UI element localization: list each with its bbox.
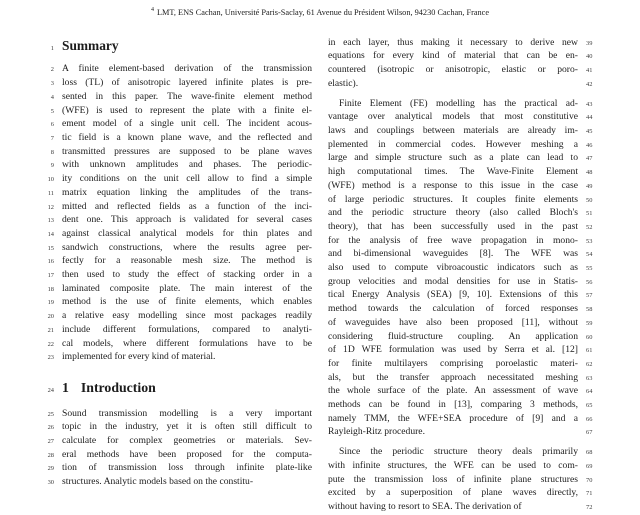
text-line: loss (TL) of anisotropic layered infinite plates is pre-: [62, 77, 312, 89]
text-line: structures. Analytic models based on the constitu-: [62, 476, 254, 488]
heading-block: [38, 37, 312, 56]
line-number: 39: [586, 39, 593, 47]
heading-text: [62, 37, 312, 54]
text-line: fectly for a reasonable mesh size. The method is: [62, 255, 312, 267]
line-row: [328, 235, 602, 249]
line-row: [38, 351, 312, 365]
line-row: [38, 228, 312, 242]
line-row: [38, 296, 312, 310]
line-number: 13: [47, 217, 54, 225]
line-number: 29: [47, 465, 54, 473]
text-line: mitted and reflected fields as a function of the inci-: [62, 200, 312, 212]
line-row: [38, 242, 312, 256]
line-number: 67: [586, 429, 593, 437]
text-line: and bi-dimensional waveguides [8]. The WFE was: [328, 248, 578, 260]
text-line: sandwich constructions, where the results agree per-: [62, 241, 312, 253]
line-number: 14: [47, 230, 54, 238]
text-line: Rayleigh-Ritz procedure.: [328, 426, 425, 438]
line-row: [38, 421, 312, 435]
line-row: [38, 255, 312, 269]
line-number: 44: [586, 114, 593, 122]
line-number: 11: [47, 189, 54, 197]
line-row: [328, 125, 602, 139]
line-number: 58: [586, 306, 593, 314]
line-row: [38, 146, 312, 160]
line-number: 45: [586, 127, 593, 135]
line-number: 43: [586, 100, 593, 108]
line-number: 61: [586, 347, 593, 355]
text-line: cal models, where different formulations have to be: [62, 337, 312, 349]
line-number: 47: [586, 155, 593, 163]
line-number: 70: [586, 476, 593, 484]
text-line: also used to compute vibroacoustic indicators such as: [328, 262, 578, 274]
line-number: 16: [47, 258, 54, 266]
line-number: 53: [586, 237, 593, 245]
line-row: [328, 180, 602, 194]
text-line: excited by a superposition of plane waves directly,: [328, 487, 578, 499]
line-row: [38, 77, 312, 91]
line-number: 5: [50, 107, 54, 115]
line-number: 62: [586, 360, 593, 368]
line-number: 69: [586, 462, 593, 470]
line-row: [328, 372, 602, 386]
line-number: 3: [50, 80, 54, 88]
paragraph: [328, 37, 602, 92]
text-line: ement model of a single unit cell. The incident acous-: [62, 118, 312, 130]
line-number: 25: [47, 410, 54, 418]
text-line: against classical analytical models for thin plates and: [62, 227, 312, 239]
line-row: [328, 262, 602, 276]
line-number: 71: [586, 490, 593, 498]
text-line: topic in the industry, yet it is often still difficult to: [62, 421, 312, 433]
line-number: 28: [47, 451, 54, 459]
line-row: [328, 221, 602, 235]
line-row: [328, 248, 602, 262]
heading-block: [38, 379, 312, 398]
line-row: [38, 105, 312, 119]
line-row: [328, 98, 602, 112]
section-number: 1: [62, 379, 69, 395]
text-line: (WFE) is used to represent the plate with a finite el-: [62, 104, 312, 116]
affiliation-text: LMT, ENS Cachan, Université Paris-Saclay, 61 Avenue du Président Wilson, 94230 Cachan, France: [156, 7, 490, 17]
line-number: 49: [586, 182, 593, 190]
line-number: 46: [586, 141, 593, 149]
line-number: 22: [47, 340, 54, 348]
text-line: plemented in commercial codes. However meshing a: [328, 138, 578, 150]
line-row: [328, 276, 602, 290]
text-line: theory), that has been successfully used in the past: [328, 220, 578, 232]
text-line: laminated composite plate. The main interest of the: [62, 282, 312, 294]
line-number: 15: [47, 244, 54, 252]
line-row: [328, 446, 602, 460]
line-row: [328, 358, 602, 372]
left-column: [38, 37, 312, 490]
line-number: 8: [50, 148, 54, 156]
text-line: group velocities and modal densities for use in Statis-: [328, 275, 578, 287]
paragraph: [38, 63, 312, 364]
line-row: [328, 289, 602, 303]
line-number: 4: [50, 93, 54, 101]
text-line: high computational times. The Wave-Finite Element: [328, 166, 578, 178]
line-number: 9: [50, 162, 54, 170]
line-number: 17: [47, 272, 54, 280]
right-column: [328, 37, 602, 515]
line-number: 60: [586, 333, 593, 341]
text-line: for the analysis of free wave propagation in mono-: [328, 234, 578, 246]
line-row: [38, 269, 312, 283]
line-row: [328, 64, 602, 78]
line-number: 24: [47, 386, 54, 394]
text-line: method towards the calculation of forced responses: [328, 303, 578, 315]
line-row: [328, 413, 602, 427]
text-line: of 1D WFE formulation was used by Serra et al. [12]: [328, 344, 578, 356]
line-row: [38, 379, 312, 398]
line-number: 12: [47, 203, 54, 211]
text-line: elastic).: [328, 77, 359, 89]
line-row: [38, 132, 312, 146]
text-line: pute the transmission loss of infinite plane structures: [328, 473, 578, 485]
text-line: transmitted pressures are supposed to be plane waves: [62, 145, 312, 157]
line-number: 40: [586, 53, 593, 61]
affiliation-marker: 4: [150, 7, 154, 13]
line-row: [328, 317, 602, 331]
line-number: 65: [586, 402, 593, 410]
paragraph: [38, 408, 312, 490]
heading-label: Summary: [62, 37, 119, 53]
text-line: considering fluid-structure coupling. An application: [328, 330, 578, 342]
text-line: tion of transmission loss through infinite plate-like: [62, 462, 312, 474]
line-number: 59: [586, 319, 593, 327]
line-number: 23: [47, 354, 54, 362]
line-row: [328, 139, 602, 153]
line-row: [38, 63, 312, 77]
text-line: method is the use of finite elements, which enables: [62, 296, 312, 308]
line-number: 19: [47, 299, 54, 307]
line-number: 54: [586, 251, 593, 259]
text-line: tical Energy Analysis (SEA) [9, 10]. Extensions of this: [328, 289, 578, 301]
line-row: [38, 462, 312, 476]
two-column-body: [0, 37, 640, 515]
line-number: 20: [47, 313, 54, 321]
line-number: 10: [47, 176, 54, 184]
line-number: 18: [47, 285, 54, 293]
text-line: include different formulations, compared to analyti-: [62, 323, 312, 335]
line-number: 41: [586, 67, 593, 75]
line-row: [38, 201, 312, 215]
text-line: matrix equation linking the amplitudes of the trans-: [62, 186, 312, 198]
text-line: (WFE) method is a response to this issue in the case: [328, 179, 578, 191]
text-line: A finite element-based derivation of the transmission: [62, 63, 312, 75]
heading-label: Introduction: [80, 379, 156, 395]
text-line: of waveguides have also been proposed [11], without: [328, 316, 578, 328]
line-number: 57: [586, 292, 593, 300]
text-line: with unknown amplitudes and phases. The periodic-: [62, 159, 312, 171]
line-row: [328, 426, 602, 440]
text-line: then used to study the effect of stacking order in a: [62, 269, 312, 281]
text-line: laws and couplings between materials are already im-: [328, 124, 578, 136]
line-row: [328, 50, 602, 64]
text-line: Finite Element (FE) modelling has the practical ad-: [339, 97, 578, 109]
line-number: 64: [586, 388, 593, 396]
text-line: of large periodic structures. It couples finite elements: [328, 193, 578, 205]
line-row: [38, 408, 312, 422]
text-line: vantage over analytical models that most constitutive: [328, 111, 578, 123]
text-line: Since the periodic structure theory deals primarily: [339, 446, 578, 458]
line-number: 66: [586, 415, 593, 423]
line-row: [38, 283, 312, 297]
line-number: 26: [47, 424, 54, 432]
line-row: [328, 152, 602, 166]
line-number: 63: [586, 374, 593, 382]
heading-text: [62, 379, 312, 397]
text-line: a relative easy modelling since most packages readily: [62, 310, 312, 322]
line-row: [328, 166, 602, 180]
line-row: [328, 194, 602, 208]
line-number: 52: [586, 223, 593, 231]
line-row: [38, 37, 312, 56]
line-row: [38, 214, 312, 228]
line-row: [38, 173, 312, 187]
text-line: als, but the transfer approach necessitated meshing: [328, 371, 578, 383]
line-row: [38, 310, 312, 324]
line-number: 51: [586, 210, 593, 218]
line-number: 48: [586, 169, 593, 177]
line-number: 7: [50, 134, 54, 142]
line-row: [328, 399, 602, 413]
line-row: [328, 460, 602, 474]
text-line: and the periodic structure theory (also called Bloch's: [328, 207, 578, 219]
text-line: eral methods have been proposed for the computa-: [62, 448, 312, 460]
paragraph: [328, 98, 602, 441]
line-number: 6: [50, 121, 54, 129]
line-row: [328, 207, 602, 221]
line-row: [38, 449, 312, 463]
line-row: [38, 118, 312, 132]
line-row: [38, 324, 312, 338]
line-row: [328, 474, 602, 488]
line-row: [328, 111, 602, 125]
line-row: [328, 331, 602, 345]
line-number: 1: [50, 44, 54, 52]
line-row: [38, 476, 312, 490]
text-line: in each layer, thus making it necessary to derive new: [328, 36, 578, 48]
line-number: 27: [47, 438, 54, 446]
line-number: 2: [50, 66, 54, 74]
text-line: large and simple structure such as a plate can lead to: [328, 152, 578, 164]
text-line: the whole surface of the plate. An assessment of wave: [328, 385, 578, 397]
line-number: 30: [47, 479, 54, 487]
line-number: 72: [586, 503, 593, 511]
text-line: with infinite structures, the WFE can be used to com-: [328, 459, 578, 471]
line-row: [38, 435, 312, 449]
text-line: tic field is a known plane wave, and the reflected and: [62, 131, 312, 143]
line-row: [328, 37, 602, 51]
line-number: 42: [586, 80, 593, 88]
line-number: 21: [47, 326, 54, 334]
text-line: Sound transmission modelling is a very important: [62, 407, 312, 419]
text-line: dent one. This approach is validated for several cases: [62, 214, 312, 226]
text-line: namely TMM, the WFE+SEA procedure of [9] and a: [328, 412, 578, 424]
text-line: countered (isotropic or anisotropic, elastic or poro-: [328, 64, 578, 76]
line-row: [328, 344, 602, 358]
line-row: [38, 159, 312, 173]
line-number: 56: [586, 278, 593, 286]
line-number: 55: [586, 265, 593, 273]
text-line: for finite multilayers comprising poroelastic materi-: [328, 357, 578, 369]
line-row: [38, 338, 312, 352]
line-row: [328, 303, 602, 317]
line-row: [328, 385, 602, 399]
line-row: [38, 187, 312, 201]
text-line: sented in this paper. The wave-finite element method: [62, 90, 312, 102]
text-line: calculate for complex geometries or materials. Sev-: [62, 435, 312, 447]
line-row: [328, 487, 602, 501]
line-number: 68: [586, 449, 593, 457]
line-row: [38, 91, 312, 105]
line-row: [328, 78, 602, 92]
text-line: without having to resort to SEA. The derivation of: [328, 500, 522, 512]
text-line: ity conditions on the unit cell allow to find a simple: [62, 173, 312, 185]
line-number: 50: [586, 196, 593, 204]
line-row: [328, 501, 602, 515]
affiliation-line: [0, 0, 640, 17]
text-line: methods can be found in [13], comparing 3 methods,: [328, 399, 578, 411]
text-line: equations for every kind of material that can be en-: [328, 50, 578, 62]
text-line: implemented for every kind of material.: [62, 351, 216, 363]
paragraph: [328, 446, 602, 515]
